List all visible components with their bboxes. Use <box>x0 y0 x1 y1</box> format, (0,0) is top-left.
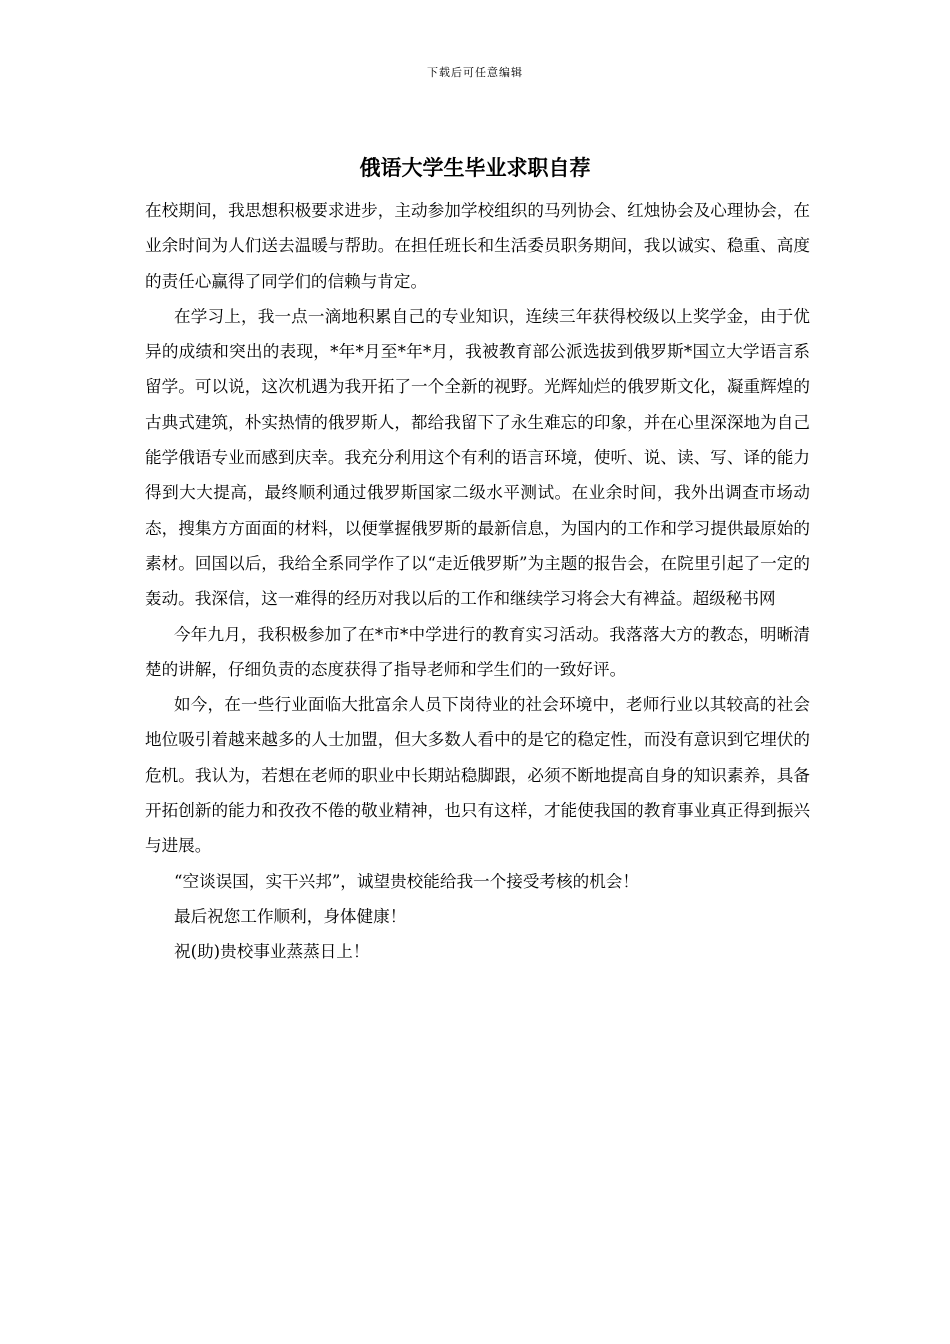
document-body <box>145 193 810 970</box>
paragraph-teaching-internship: 今年九月，我积极参加了在*市*中学进行的教育实习活动。我落落大方的教态，明晰清楚的讲解，仔细负责的态度获得了指导老师和学生们的一致好评。 <box>145 624 810 679</box>
paragraph-wishes: 最后祝您工作顺利，身体健康！ <box>174 906 407 926</box>
paragraph-closing: 祝(助)贵校事业蒸蒸日上！ <box>174 942 370 962</box>
paragraph-request: “空谈误国，实干兴邦”，诚望贵校能给我一个接受考核的机会！ <box>174 871 639 891</box>
paragraph-campus-activities: 在校期间，我思想积极要求进步，主动参加学校组织的马列协会、红烛协会及心理协会，在业余时间为人们送去温暖与帮助。在担任班长和生活委员职务期间，我以诚实、稳重、高度的责任心赢得了同学们的信赖与肯定。 <box>145 201 810 291</box>
paragraph-teaching-career: 如今，在一些行业面临大批富余人员下岗待业的社会环境中，老师行业以其较高的社会地位吸引着越来越多的人士加盟，但大多数人看中的是它的稳定性，而没有意识到它埋伏的危机。我认为，若想在老师的职业中长期站稳脚跟，必须不断地提高自身的知识素养，具备开拓创新的能力和孜孜不倦的敬业精神，也只有这样，才能使我国的教育事业真正得到振兴与进展。 <box>145 695 810 856</box>
page-header-note: 下载后可任意编辑 <box>427 66 523 79</box>
document-title: 俄语大学生毕业求职自荐 <box>359 155 591 180</box>
paragraph-study-abroad: 在学习上，我一点一滴地积累自己的专业知识，连续三年获得校级以上奖学金，由于优异的成绩和突出的表现，*年*月至*年*月，我被教育部公派选拔到俄罗斯*国立大学语言系留学。可以说，这次机遇为我开拓了一个全新的视野。光辉灿烂的俄罗斯文化，凝重辉煌的古典式建筑，朴实热情的俄罗斯人，都给我留下了永生难忘的印象，并在心里深深地为自己能学俄语专业而感到庆幸。我充分利用这个有利的语言环境，使听、说、读、写、译的能力得到大大提高，最终顺利通过俄罗斯国家二级水平测试。在业余时间，我外出调查市场动态，搜集方方面面的材料，以便掌握俄罗斯的最新信息，为国内的工作和学习提供最原始的素材。回国以后，我给全系同学作了以“走近俄罗斯”为主题的报告会，在院里引起了一定的轰动。我深信，这一难得的经历对我以后的工作和继续学习将会大有裨益。超级秘书网 <box>145 306 810 609</box>
